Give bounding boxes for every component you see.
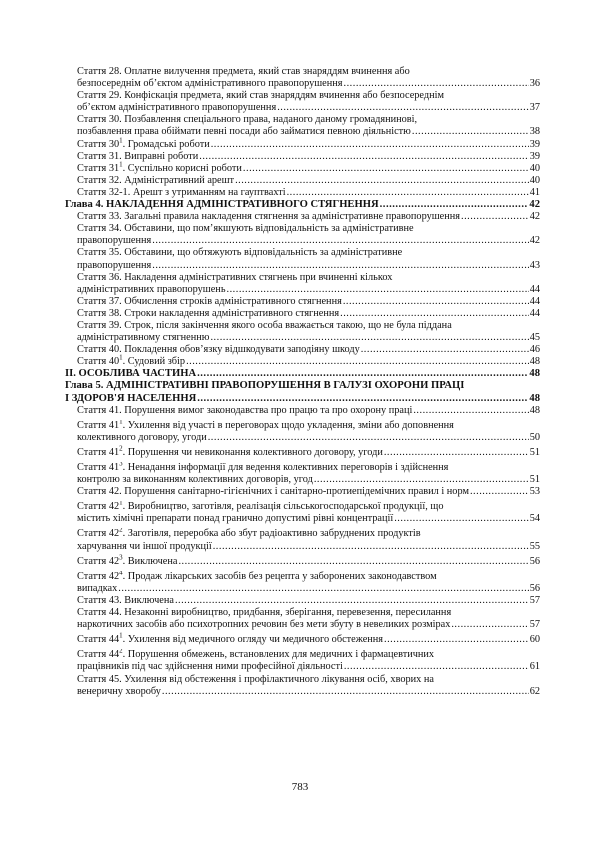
- toc-entry-text: . Порушення обмежень, встановлених для медичних і фармацевтичних: [122, 649, 435, 661]
- toc-entry-title: [77, 541, 212, 553]
- dot-leader: [213, 541, 529, 553]
- toc-entry-text: Стаття 31. Виправні роботи: [77, 150, 199, 162]
- dot-leader: [118, 583, 528, 595]
- toc-page-number: 39: [529, 150, 540, 162]
- toc-entry-title: [77, 126, 411, 138]
- toc-entry-text: об’єктом адміністративного правопорушення: [77, 102, 277, 114]
- superscript: 2: [119, 444, 123, 453]
- toc-entry-title: [77, 102, 276, 114]
- toc-heading: [65, 199, 540, 211]
- dot-leader: [361, 344, 529, 356]
- dot-leader: [227, 284, 529, 296]
- toc-entry-last-line: [77, 308, 540, 320]
- dot-leader: [451, 619, 528, 631]
- toc-entry-title: [77, 619, 450, 631]
- toc-entry-last-line: [77, 102, 540, 114]
- dot-leader: [199, 151, 528, 163]
- toc-page-number: 44: [529, 295, 540, 307]
- toc-entry-text: . Порушення чи невиконання колективного договору, угоди: [122, 446, 383, 458]
- dot-leader: [178, 556, 528, 568]
- dot-leader: [208, 432, 529, 444]
- toc-entry-text: Стаття 37. Обчислення строків адміністративного стягнення: [77, 295, 342, 307]
- toc-page-number: 54: [529, 513, 540, 525]
- toc-page-number: 39: [529, 138, 540, 150]
- toc-entry-last-line: [77, 486, 540, 498]
- toc-entry: [77, 462, 540, 486]
- toc-page-number: 44: [529, 283, 540, 295]
- dot-leader: [343, 296, 529, 308]
- toc-page-number: 46: [529, 344, 540, 356]
- toc-heading: [65, 380, 540, 404]
- toc-entry-text: Стаття 29. Конфіскація предмета, який став знаряддям вчинення або безпосереднім: [77, 90, 444, 102]
- superscript: 1: [119, 419, 123, 426]
- dot-leader: [277, 102, 529, 114]
- toc-entry-last-line: [77, 631, 540, 646]
- toc-entry-text: харчування чи іншої продукції: [77, 540, 212, 552]
- dot-leader: [235, 175, 529, 187]
- toc-entry-title: [77, 444, 383, 459]
- toc-entry-line: [77, 272, 540, 284]
- dot-leader: [412, 126, 529, 138]
- toc-entry-title: [65, 199, 379, 211]
- dot-leader: [470, 486, 529, 498]
- toc-entry-text: . Суспільно корисні роботи: [122, 162, 242, 174]
- toc-page-number: 42: [529, 199, 540, 211]
- toc-page-number: 51: [529, 474, 540, 486]
- toc-page-number: 43: [529, 259, 540, 271]
- toc-entry-last-line: [77, 553, 540, 568]
- toc-entry-text: контролю за виконанням колективних договорів, угод: [77, 474, 313, 486]
- toc-entry: [77, 136, 540, 151]
- toc-entry-last-line: [77, 686, 540, 698]
- toc-page-number: 53: [529, 486, 540, 498]
- toc-entry-last-line: [77, 444, 540, 459]
- toc-entry-line: [77, 66, 540, 78]
- toc-entry-line: [77, 462, 540, 474]
- toc-page-number: 48: [529, 404, 540, 416]
- toc-entry-text: працівників під час здійснення ними професійної діяльності: [77, 661, 343, 673]
- toc-entry-text: Стаття 41. Порушення вимог законодавства про працю та про охорону праці: [77, 404, 413, 416]
- toc-entry-line: [77, 674, 540, 686]
- toc-entry-line: [65, 380, 540, 392]
- toc-entry: [77, 649, 540, 673]
- toc-page-number: 42: [529, 211, 540, 223]
- toc-entry-text: адміністративних правопорушень: [77, 283, 226, 295]
- dot-leader: [152, 235, 528, 247]
- toc-entry-label: Стаття 42: [77, 501, 120, 513]
- toc-entry: [77, 501, 540, 525]
- toc-entry: [77, 247, 540, 271]
- toc-entry-title: [77, 175, 234, 187]
- toc-entry-label: Стаття 44: [77, 634, 120, 646]
- toc-page-number: 44: [529, 307, 540, 319]
- superscript: 1: [119, 160, 123, 169]
- superscript: 2: [119, 528, 123, 535]
- toc-page-number: 61: [529, 661, 540, 673]
- toc-entry-last-line: [77, 260, 540, 272]
- dot-leader: [380, 199, 529, 211]
- toc-entry-last-line: [65, 368, 540, 380]
- toc-entry-title: [77, 332, 209, 344]
- toc-page-number: 38: [529, 126, 540, 138]
- toc-entry-last-line: [77, 235, 540, 247]
- superscript: 3: [119, 462, 123, 468]
- toc-entry-text: І ЗДОРОВ'Я НАСЕЛЕННЯ: [65, 392, 197, 404]
- toc-entry-text: випадках: [77, 582, 118, 594]
- toc-entry-title: [77, 553, 178, 568]
- dot-leader: [243, 163, 529, 175]
- toc-entry: [77, 353, 540, 368]
- toc-entry-text: Глава 4. НАКЛАДЕННЯ АДМІНІСТРАТИВНОГО СТЯГНЕННЯ: [65, 199, 379, 211]
- toc-entry: [77, 296, 540, 308]
- toc-entry-title: [77, 160, 242, 175]
- toc-entry-last-line: [77, 405, 540, 417]
- toc-entry: [77, 320, 540, 344]
- toc-entry-label: Стаття 30: [77, 138, 120, 150]
- toc-entry-text: Стаття 45. Ухилення від обстеження і профілактичного лікування осіб, хворих на: [77, 673, 434, 685]
- toc-entry-text: . Громадські роботи: [122, 138, 210, 150]
- toc-entry-title: [77, 211, 460, 223]
- toc-entry-line: [77, 114, 540, 126]
- toc-entry-label: Стаття 44: [77, 649, 120, 661]
- toc-entry-text: Стаття 30. Позбавлення спеціального права, наданого даному громадянинові,: [77, 114, 418, 126]
- toc-entry-text: Стаття 39. Строк, після закінчення якого особа вважається такою, що не була піддана: [77, 319, 452, 331]
- dot-leader: [461, 211, 529, 223]
- toc-entry: [77, 420, 540, 444]
- toc-entry-label: Стаття 42: [77, 570, 120, 582]
- toc-entry-text: . Ухилення від медичного огляду чи медичного обстеження: [122, 634, 384, 646]
- dot-leader: [394, 513, 528, 525]
- toc-entry-title: [77, 583, 117, 595]
- toc-entry-text: Стаття 44. Незаконні виробництво, придбання, зберігання, перевезення, пересилання: [77, 607, 452, 619]
- dot-leader: [197, 393, 528, 405]
- toc-page-number: 57: [529, 619, 540, 631]
- dot-leader: [152, 260, 528, 272]
- toc-entry: [77, 595, 540, 607]
- toc-entry-text: містить хімічні препарати понад гранично допустимі рівні концентрації: [77, 513, 394, 525]
- toc-entry-label: Стаття 31: [77, 162, 120, 174]
- toc-entry: [77, 308, 540, 320]
- toc-page-number: 56: [529, 555, 540, 567]
- dot-leader: [384, 634, 529, 646]
- dot-leader: [287, 187, 529, 199]
- toc-entry: [77, 90, 540, 114]
- toc-entry: [77, 175, 540, 187]
- toc-entry-last-line: [77, 344, 540, 356]
- toc-entry-last-line: [77, 661, 540, 673]
- toc-entry: [77, 631, 540, 646]
- toc-entry-text: позбавлення права обіймати певні посади або займатися певною діяльністю: [77, 126, 411, 138]
- superscript: 2: [119, 649, 123, 655]
- toc-entry: [77, 571, 540, 595]
- toc-entry-title: [77, 486, 469, 498]
- toc-entry-text: адміністративному стягненню: [77, 332, 210, 344]
- toc-entry-title: [77, 595, 174, 607]
- toc-entry-text: . Заготівля, переробка або збут радіоактивно забруднених продуктів: [122, 528, 421, 540]
- toc-entry: [77, 528, 540, 552]
- toc-entry-last-line: [77, 284, 540, 296]
- toc-page-number: 48: [529, 392, 540, 404]
- toc-entry-text: . Ухилення від участі в переговорах щодо укладення, зміни або доповнення: [122, 419, 454, 431]
- toc-entry-last-line: [65, 199, 540, 211]
- toc-entry-text: Стаття 42. Порушення санітарно-гігієнічних і санітарно-протиепідемічних правил і норм: [77, 486, 469, 498]
- toc-entry-text: Стаття 36. Накладення адміністративних стягнень при вчиненні кількох: [77, 271, 393, 283]
- toc-entry-text: . Судовий збір: [122, 356, 186, 368]
- toc-entry-text: колективного договору, угоди: [77, 431, 207, 443]
- toc-entry-last-line: [77, 187, 540, 199]
- toc-entry-line: [77, 528, 540, 540]
- toc-page-number: 48: [529, 356, 540, 368]
- superscript: 4: [119, 570, 123, 577]
- toc-entry-text: . Продаж лікарських засобів без рецепта у заборонених законодавством: [122, 570, 437, 582]
- toc-entry-title: [77, 432, 207, 444]
- toc-entry-text: . Виробництво, заготівля, реалізація сільськогосподарської продукції, що: [122, 501, 444, 513]
- toc-entry-text: Стаття 35. Обставини, що обтяжують відповідальність за адміністративне: [77, 247, 403, 259]
- toc-entry-last-line: [77, 353, 540, 368]
- dot-leader: [344, 78, 529, 90]
- toc-entry-text: безпосереднім об’єктом адміністративного правопорушення: [77, 78, 343, 90]
- toc-entry-last-line: [77, 541, 540, 553]
- toc-entry-label: Стаття 42: [77, 528, 120, 540]
- dot-leader: [186, 356, 529, 368]
- toc-entry-text: . Ненадання інформації для ведення колективних переговорів і здійснення: [122, 462, 449, 473]
- toc-entry-title: [77, 405, 412, 417]
- toc-page-number: 37: [529, 102, 540, 114]
- toc-entry-text: правопорушення: [77, 235, 152, 247]
- toc-entry-text: Стаття 40. Покладення обов’язку відшкодувати заподіяну шкоду: [77, 344, 360, 356]
- toc-entry: [77, 272, 540, 296]
- superscript: 3: [119, 553, 123, 562]
- superscript: 1: [119, 136, 123, 145]
- superscript: 1: [119, 353, 123, 362]
- toc-entry: [77, 607, 540, 631]
- toc-entry-last-line: [77, 595, 540, 607]
- toc-entry-title: [77, 353, 186, 368]
- toc-entry: [77, 674, 540, 698]
- toc-entry-last-line: [77, 332, 540, 344]
- toc-entry-title: [77, 474, 313, 486]
- toc-entry-last-line: [77, 160, 540, 175]
- toc-page-number: 40: [529, 162, 540, 174]
- toc-entry-text: Стаття 32. Адміністративний арешт: [77, 174, 235, 186]
- toc-page-number: 36: [529, 78, 540, 90]
- toc-entry-line: [77, 649, 540, 661]
- toc-page-number: 41: [529, 186, 540, 198]
- toc-entry-text: Стаття 34. Обставини, що пом’якшують відповідальність за адміністративне: [77, 223, 414, 235]
- dot-leader: [210, 332, 528, 344]
- toc-entry-title: [77, 513, 393, 525]
- toc-entry-text: . Виключена: [122, 555, 178, 567]
- toc-entry-label: Стаття 41: [77, 462, 120, 473]
- toc-entry-last-line: [77, 175, 540, 187]
- toc-entry-line: [77, 247, 540, 259]
- dot-leader: [162, 686, 529, 698]
- toc-entry-title: [77, 284, 226, 296]
- toc-entry-text: наркотичних засобів або психотропних речовин без мети збуту в невеликих розмірах: [77, 619, 451, 631]
- toc-entry-title: [77, 260, 151, 272]
- toc-page-number: 60: [529, 634, 540, 646]
- toc-entry-title: [77, 151, 198, 163]
- toc-entry-last-line: [77, 619, 540, 631]
- toc-entry-text: правопорушення: [77, 259, 152, 271]
- toc-entry-last-line: [77, 296, 540, 308]
- toc-entry-title: [77, 187, 286, 199]
- toc-entry-text: Стаття 43. Виключена: [77, 594, 174, 606]
- toc-entry-line: [77, 90, 540, 102]
- toc-entry-last-line: [77, 583, 540, 595]
- toc-entry-title: [77, 296, 342, 308]
- dot-leader: [384, 447, 529, 459]
- toc-entry-line: [77, 420, 540, 432]
- toc-entry-label: Стаття 41: [77, 446, 120, 458]
- toc-entry-text: Стаття 28. Оплатне вилучення предмета, який став знаряддям вчинення або: [77, 66, 410, 77]
- superscript: 1: [119, 631, 123, 640]
- toc-entry-text: Стаття 38. Строки накладення адміністративного стягнення: [77, 307, 340, 319]
- toc-entry-last-line: [77, 136, 540, 151]
- toc-entry-title: [77, 631, 384, 646]
- toc-entry-last-line: [77, 211, 540, 223]
- toc-entry: [77, 486, 540, 498]
- toc-entry-line: [77, 501, 540, 513]
- toc-entry-last-line: [77, 474, 540, 486]
- dot-leader: [413, 405, 528, 417]
- dot-leader: [175, 595, 529, 607]
- toc-heading: [65, 368, 540, 380]
- toc-entry-text: Стаття 32-1. Арешт з утриманням на гауптвахті: [77, 186, 286, 198]
- toc-entry: [77, 211, 540, 223]
- toc-entry-title: [77, 308, 339, 320]
- toc-entry-title: [77, 78, 343, 90]
- toc-entry-last-line: [65, 393, 540, 405]
- dot-leader: [344, 661, 529, 673]
- toc-page-number: 48: [529, 368, 540, 380]
- toc-entry: [77, 553, 540, 568]
- toc-entry-last-line: [77, 513, 540, 525]
- toc-page-number: 55: [529, 540, 540, 552]
- toc-entry-text: II. ОСОБЛИВА ЧАСТИНА: [65, 368, 197, 380]
- toc-entry: [77, 405, 540, 417]
- toc-entry-text: Глава 5. АДМІНІСТРАТИВНІ ПРАВОПОРУШЕННЯ В ГАЛУЗІ ОХОРОНИ ПРАЦІ: [65, 380, 465, 392]
- toc-entry-title: [77, 235, 151, 247]
- toc-entry-line: [77, 320, 540, 332]
- toc-entry: [77, 114, 540, 138]
- toc-entry-text: венеричну хворобу: [77, 685, 161, 697]
- toc-entry-last-line: [77, 78, 540, 90]
- toc-entry-title: [65, 393, 196, 405]
- table-of-contents: [65, 66, 540, 698]
- toc-entry: [77, 66, 540, 90]
- toc-entry-label: Стаття 42: [77, 555, 120, 567]
- dot-leader: [197, 368, 528, 380]
- toc-entry-title: [77, 661, 343, 673]
- dot-leader: [340, 308, 529, 320]
- page-number: 783: [291, 781, 309, 793]
- toc-entry-last-line: [77, 126, 540, 138]
- toc-entry: [77, 444, 540, 459]
- toc-entry-last-line: [77, 151, 540, 163]
- dot-leader: [211, 139, 529, 151]
- toc-entry-line: [77, 571, 540, 583]
- toc-page-number: 45: [529, 332, 540, 344]
- toc-entry-title: [65, 368, 196, 380]
- toc-page-number: 62: [529, 685, 540, 697]
- toc-entry-line: [77, 223, 540, 235]
- superscript: 1: [119, 501, 123, 507]
- toc-entry: [77, 151, 540, 163]
- toc-page-number: 42: [529, 235, 540, 247]
- toc-entry-last-line: [77, 432, 540, 444]
- toc-page-number: 57: [529, 594, 540, 606]
- toc-entry-title: [77, 136, 210, 151]
- toc-page-number: 56: [529, 582, 540, 594]
- toc-entry-line: [77, 607, 540, 619]
- toc-entry: [77, 344, 540, 356]
- toc-entry: [77, 187, 540, 199]
- dot-leader: [314, 474, 529, 486]
- toc-entry: [77, 223, 540, 247]
- toc-entry: [77, 160, 540, 175]
- toc-entry-text: Стаття 33. Загальні правила накладення стягнення за адміністративне правопорушення: [77, 211, 460, 223]
- toc-entry-label: Стаття 41: [77, 419, 120, 431]
- toc-entry-label: Стаття 40: [77, 356, 120, 368]
- toc-page-number: 40: [529, 174, 540, 186]
- toc-page-number: 50: [529, 431, 540, 443]
- toc-entry-title: [77, 686, 161, 698]
- toc-page-number: 51: [529, 446, 540, 458]
